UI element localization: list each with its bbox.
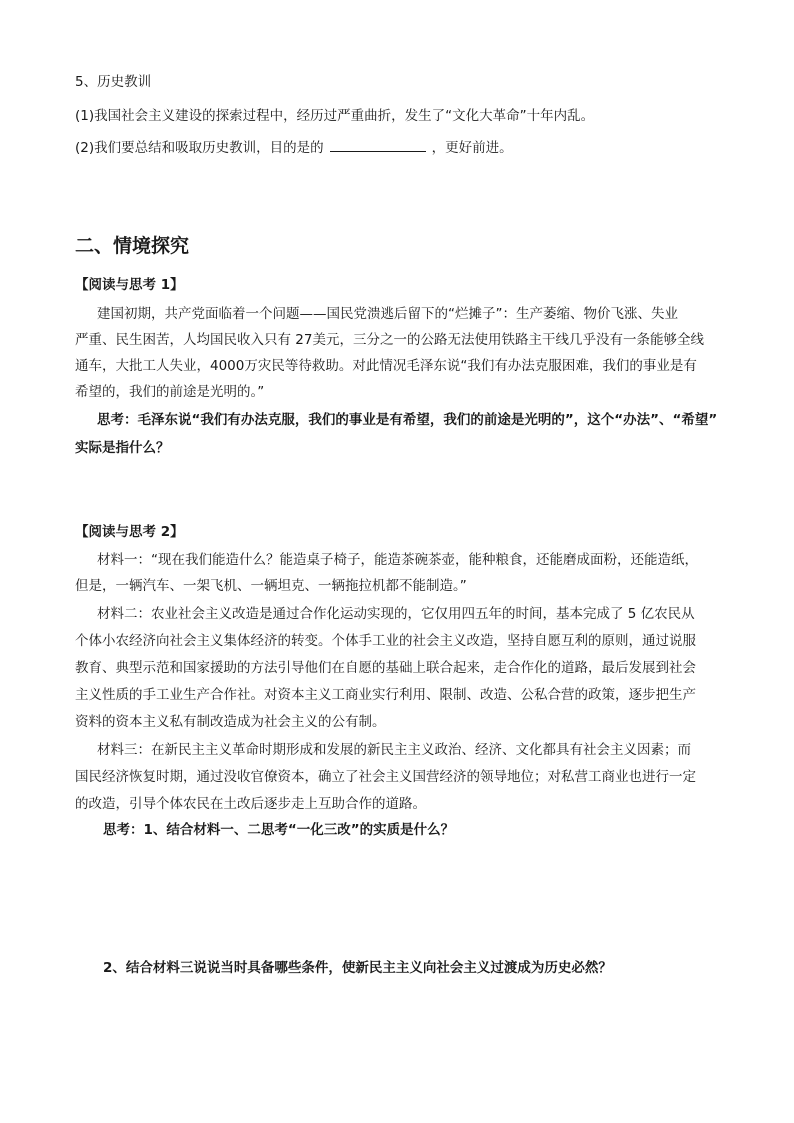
material2-line: 材料二：农业社会主义改造是通过合作化运动实现的，它仅用四五年的时间，基本完成了 5 亿农民从 [97,606,695,622]
section5-question-2 [75,137,735,158]
think-question-1: 思考：1、结合材料一、二思考“一化三改”的实质是什么？ [103,822,455,838]
reading1-text-line: 希望的，我们的前途是光明的。” [75,384,265,400]
material3-line: 国民经济恢复时期，通过没收官僚资本，确立了社会主义国营经济的领导地位；对私营工商业也进行一定 [75,769,696,785]
section-title: 二、情境探究 [75,235,190,257]
material3-line: 的改造，引导个体农民在土改后逐步走上互助合作的道路。 [75,796,426,812]
material1-line: 但是，一辆汽车、一架飞机、一辆坦克、一辆拖拉机都不能制造。” [75,578,467,594]
question-2-text-before: (2)我们要总结和吸取历史教训，目的是的 [75,140,324,156]
reading1-text-line: 严重、民生困苦，人均国民收入只有 27美元，三分之一的公路无法使用铁路主干线几乎没有一条能够全线 [75,332,704,348]
material1-line: 材料一：“现在我们能造什么？能造桌子椅子，能造茶碗茶壶，能种粮食，还能磨成面粉，还能造纸， [97,552,698,568]
material2-line: 教育、典型示范和国家援助的方法引导他们在自愿的基础上联合起来，走合作化的道路，最后发展到社会 [75,660,696,676]
section5-question-1: (1)我国社会主义建设的探索过程中，经历过严重曲折，发生了“文化大革命”十年内乱。 [75,108,595,124]
reading1-label: 【阅读与思考 1】 [75,277,184,293]
material2-line: 资料的资本主义私有制改造成为社会主义的公有制。 [75,714,386,730]
material3-line: 材料三：在新民主主义革命时期形成和发展的新民主主义政治、经济、文化都具有社会主义因素；而 [97,742,691,758]
reading1-think-line: 思考：毛泽东说“我们有办法克服，我们的事业是有希望，我们的前途是光明的”，这个“办法”、“希望” [97,412,718,428]
reading1-text-line: 通车，大批工人失业，4000万灾民等待救助。对此情况毛泽东说“我们有办法克服困难，我们的事业是有 [75,358,697,374]
material2-line: 主义性质的手工业生产合作社。对资本主义工商业实行利用、限制、改造、公私合营的政策，逐步把生产 [75,687,696,703]
section5-heading: 5、历史教训 [75,74,152,90]
material2-line: 个体小农经济向社会主义集体经济的转变。个体手工业的社会主义改造，坚持自愿互利的原则，通过说服 [75,633,696,649]
reading1-text-line: 建国初期，共产党面临着一个问题——国民党溃逃后留下的“烂摊子”：生产萎缩、物价飞涨、失业 [97,306,678,322]
reading2-label: 【阅读与思考 2】 [75,524,184,540]
question-2-text-after: ，更好前进。 [431,140,513,156]
reading1-think-line: 实际是指什么？ [75,440,170,456]
think-question-2: 2、结合材料三说说当时具备哪些条件，使新民主主义向社会主义过渡成为历史必然？ [103,960,612,976]
answer-blank [330,137,426,152]
